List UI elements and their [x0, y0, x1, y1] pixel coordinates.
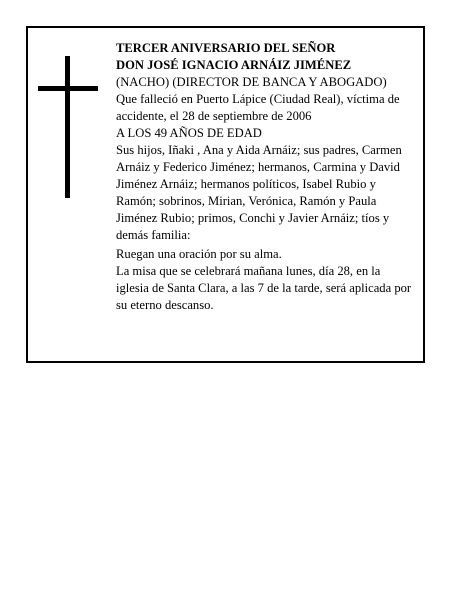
title-line-1: TERCER ANIVERSARIO DEL SEÑOR — [116, 41, 336, 55]
subtitle: (NACHO) (DIRECTOR DE BANCA Y ABOGADO) — [116, 75, 387, 89]
cross-icon — [38, 56, 98, 198]
notice-text — [116, 40, 416, 314]
family-list: Sus hijos, Iñaki , Ana y Aida Arnáiz; sus padres, Carmen Arnáiz y Federico Jiménez; hermanos, Carmina y David Jiménez Arnáiz; hermanos políticos, Isabel Rubio y Ramón; sobrinos, Mirian, Verónica, Ramón y Paula Jiménez Rubio; primos, Conchi y Javier Arnáiz; tíos y demás familia: — [116, 143, 402, 242]
obituary-notice — [26, 26, 425, 363]
prayer-line: Ruegan una oración por su alma. — [116, 247, 282, 261]
death-info: Que falleció en Puerto Lápice (Ciudad Real), víctima de accidente, el 28 de septiembre de 2006 — [116, 92, 400, 123]
age-line: A LOS 49 AÑOS DE EDAD — [116, 126, 262, 140]
mass-info: La misa que se celebrará mañana lunes, día 28, en la iglesia de Santa Clara, a las 7 de la tarde, será aplicada por su eterno descanso. — [116, 264, 412, 312]
title-line-2: DON JOSÉ IGNACIO ARNÁIZ JIMÉNEZ — [116, 58, 352, 72]
